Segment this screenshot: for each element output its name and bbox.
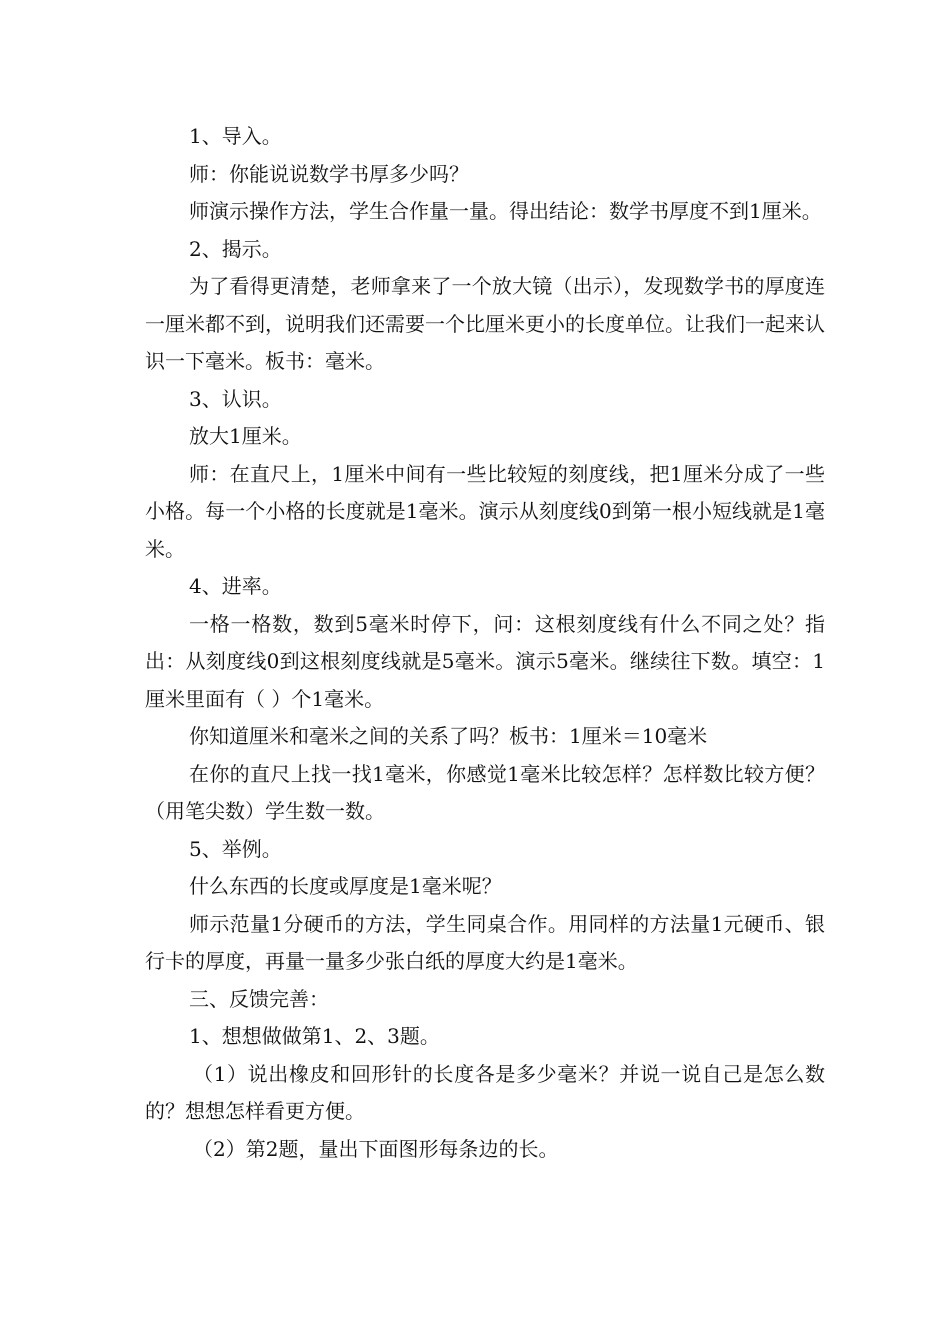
document-body	[145, 118, 825, 1168]
paragraph-exercise-1: （1）说出橡皮和回形针的长度各是多少毫米？并说一说自己是怎么数的？想想怎样看更方便。	[145, 1061, 825, 1123]
paragraph-rate-heading: 4、进率。	[189, 574, 282, 598]
paragraph-exercise-2: （2）第2题，量出下面图形每条边的长。	[193, 1136, 559, 1161]
paragraph-coin-demo: 师示范量1分硬币的方法，学生同桌合作。用同样的方法量1元硬币、银行卡的厚度，再量一量多少张白纸的厚度大约是1毫米。	[145, 911, 825, 973]
paragraph-enlarge: 放大1厘米。	[189, 424, 302, 448]
paragraph-count-grids: 一格一格数，数到5毫米时停下，问：这根刻度线有什么不同之处？指出：从刻度线0到这根刻度线就是5毫米。演示5毫米。继续往下数。填空：1厘米里面有（ ）个1毫米。	[145, 611, 825, 711]
paragraph-example-heading: 5、举例。	[189, 836, 282, 861]
paragraph-feedback-heading: 三、反馈完善：	[189, 986, 329, 1011]
paragraph-demo-measure: 师演示操作方法，学生合作量一量。得出结论：数学书厚度不到1厘米。	[189, 199, 822, 223]
paragraph-intro-heading: 1、导入。	[189, 124, 282, 148]
paragraph-exercise-list: 1、想想做做第1、2、3题。	[189, 1024, 440, 1048]
paragraph-reveal-heading: 2、揭示。	[189, 236, 282, 261]
paragraph-find-mm: 在你的直尺上找一找1毫米，你感觉1毫米比较怎样？怎样数比较方便？（用笔尖数）学生数一数。	[145, 761, 825, 823]
paragraph-recognize-heading: 3、认识。	[189, 386, 282, 411]
paragraph-teacher-question: 师：你能说说数学书厚多少吗？	[189, 161, 469, 186]
paragraph-ruler-explain: 师：在直尺上，1厘米中间有一些比较短的刻度线，把1厘米分成了一些小格。每一个小格的长度就是1毫米。演示从刻度线0到第一根小短线就是1毫米。	[145, 461, 825, 561]
paragraph-example-question: 什么东西的长度或厚度是1毫米呢？	[189, 874, 502, 898]
paragraph-relation: 你知道厘米和毫米之间的关系了吗？板书：1厘米＝10毫米	[189, 724, 708, 748]
paragraph-magnifier: 为了看得更清楚，老师拿来了一个放大镜（出示），发现数学书的厚度连一厘米都不到，说明我们还需要一个比厘米更小的长度单位。让我们一起来认识一下毫米。板书：毫米。	[145, 274, 825, 373]
